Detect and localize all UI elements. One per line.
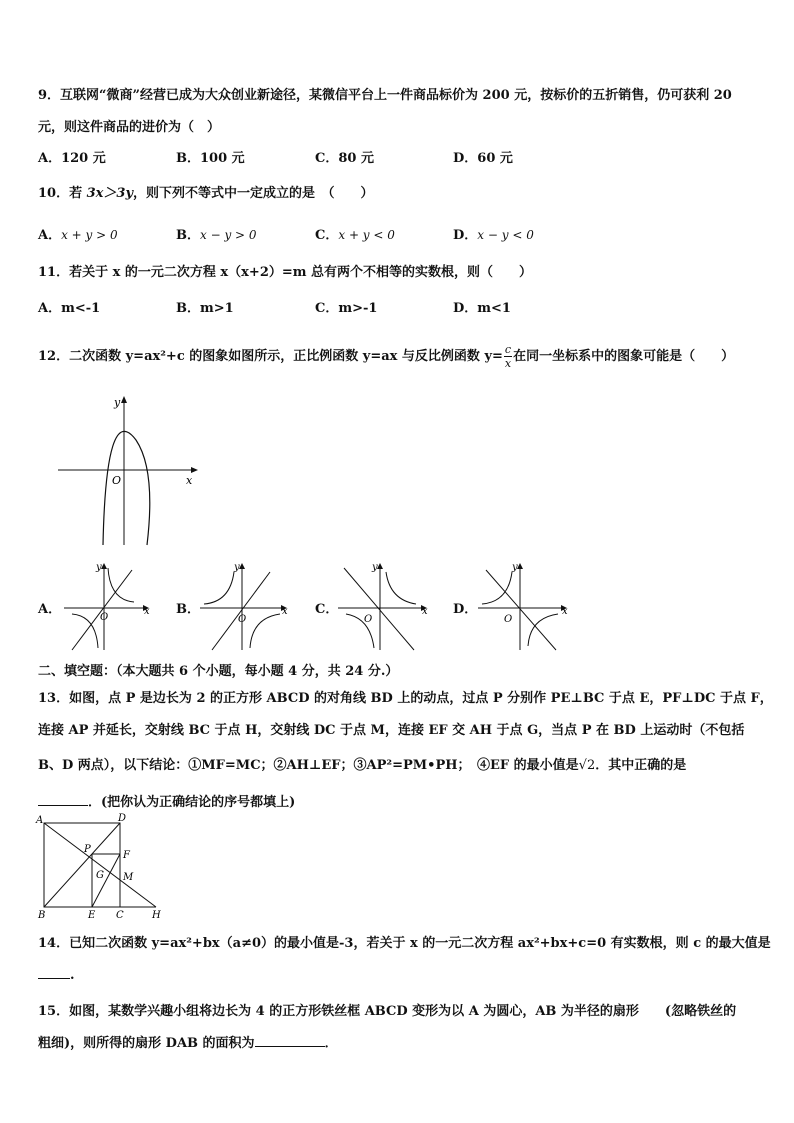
x-axis-label: x (282, 606, 288, 617)
x-axis-label: x (562, 606, 568, 617)
q13-line1: 13．如图，点 P 是边长为 2 的正方形 ABCD 的对角线 BD 上的动点，过点 P 分别作 PE⊥BC 于点 E，PF⊥DC 于点 F， (38, 691, 773, 706)
y-axis-label: y (512, 562, 518, 573)
q12-option-a-graph (62, 562, 152, 652)
hyperbola-branch-2 (72, 614, 98, 648)
q10-option-c: C．x + y < 0 (315, 228, 395, 243)
x-axis-label: x (144, 606, 150, 617)
line-graph (486, 570, 556, 650)
origin-label: O (100, 612, 109, 623)
y-axis-label: y (96, 562, 102, 573)
label-h: H (152, 910, 161, 921)
line-graph (72, 570, 132, 650)
q12-option-c-graph (336, 562, 430, 652)
x-axis-label: x (422, 606, 428, 617)
line-graph (344, 568, 414, 650)
q13-line4: ．(把你认为正确结论的序号都填上) (38, 791, 295, 810)
q10-option-b: B．x − y > 0 (176, 228, 257, 243)
label-g: G (96, 870, 104, 881)
q9-option-c: C．80 元 (315, 151, 374, 166)
label-f: F (123, 850, 130, 861)
q12-main-graph (50, 390, 210, 550)
label-c: C (116, 910, 124, 921)
diagonal-bd (44, 823, 120, 907)
q9-option-b: B．100 元 (176, 151, 245, 166)
q13-figure (36, 814, 172, 920)
label-m: M (123, 872, 134, 883)
q13-answer-blank (38, 805, 88, 806)
q12-option-c-letter: C． (315, 602, 339, 617)
q12-option-d-graph (476, 562, 570, 652)
y-axis-arrow (239, 563, 245, 569)
label-p: P (84, 844, 91, 855)
q11-option-d: D．m<1 (453, 301, 511, 316)
line-ah (44, 823, 156, 907)
q11-stem: 11．若关于 x 的一元二次方程 x（x+2）=m 总有两个不相等的实数根，则（ ） (38, 265, 533, 280)
hyperbola-branch-1 (386, 572, 416, 604)
y-axis-arrow (101, 563, 107, 569)
q12-option-d-letter: D． (453, 602, 478, 617)
q15-answer-blank (255, 1046, 325, 1047)
q15-line1: 15．如图，某数学兴趣小组将边长为 4 的正方形铁丝框 ABCD 变形为以 A 为圆心，AB 为半径的扇形 (忽略铁丝的 (38, 1004, 737, 1019)
label-b: B (38, 910, 46, 921)
q11-option-a: A．m<-1 (38, 301, 101, 316)
hyperbola-branch-2 (250, 614, 280, 648)
q12-option-a-letter: A． (38, 602, 62, 617)
origin-label: O (364, 614, 373, 625)
q10-option-a: A．x + y > 0 (38, 228, 118, 243)
y-axis-arrow (121, 396, 127, 403)
sqrt-expression: √2 (578, 758, 596, 773)
q9-option-d: D．60 元 (453, 151, 513, 166)
y-axis-label: y (114, 396, 121, 409)
q15-line2: 粗细)，则所得的扇形 DAB 的面积为 ． (38, 1036, 338, 1051)
y-axis-arrow (517, 563, 523, 569)
y-axis-label: y (372, 562, 378, 573)
hyperbola-branch-2 (528, 614, 558, 646)
q12-option-b-graph (198, 562, 290, 652)
q9-stem-line2: 元，则这件商品的进价为（ ） (38, 120, 221, 135)
x-axis-arrow (191, 467, 198, 473)
q12-fraction: $\frac{c}{x}$ (504, 343, 512, 370)
y-axis-arrow (377, 563, 383, 569)
q9-stem-line1: 9．互联网“微商”经营已成为大众创业新途径，某微信平台上一件商品标价为 200 元，按标价的五折销售，仍可获利 20 (38, 88, 732, 103)
origin-label: O (238, 614, 247, 625)
q10-option-d: D．x − y < 0 (453, 228, 534, 243)
q14-line1: 14．已知二次函数 y=ax²+bx（a≠0）的最小值是-3，若关于 x 的一元二次方程 ax²+bx+c=0 有实数根，则 c 的最大值是 (38, 936, 771, 951)
section-title: 二、填空题：（本大题共 6 个小题，每小题 4 分，共 24 分.） (38, 664, 399, 679)
q13-line2: 连接 AP 并延长，交射线 BC 于点 H，交射线 DC 于点 M，连接 EF 交 AH 于点 G，当点 P 在 BD 上运动时（不包括 (38, 723, 745, 738)
q11-option-c: C．m>-1 (315, 301, 378, 316)
label-e: E (88, 910, 96, 921)
origin-label: O (504, 614, 513, 625)
parabola-curve (103, 431, 150, 545)
q11-option-b: B．m>1 (176, 301, 234, 316)
label-d: D (118, 813, 127, 824)
q13-line3: B、D 两点），以下结论：①MF=MC；②AH⊥EF；③AP²=PM•PH； ④EF 的最小值是√2．其中正确的是 (38, 758, 687, 773)
line-graph (212, 572, 270, 650)
label-a: A (36, 815, 44, 826)
hyperbola-branch-1 (204, 572, 234, 604)
x-axis-label: x (186, 474, 193, 487)
q14-line2: . (38, 968, 75, 983)
q9-option-a: A．120 元 (38, 151, 106, 166)
y-axis-label: y (234, 562, 240, 573)
q14-answer-blank (38, 978, 70, 979)
origin-label: O (112, 474, 122, 487)
q12-option-b-letter: B． (176, 602, 200, 617)
hyperbola-branch-1 (482, 572, 512, 604)
q12-stem: 12．二次函数 y=ax²+c 的图象如图所示，正比例函数 y=ax 与反比例函数 y= $\frac{c}{x}$ 在同一坐标系中的图象可能是（ ） (38, 343, 735, 370)
q10-stem: 10．若 3x＞3y，则下列不等式中一定成立的是 （ ） (38, 186, 374, 201)
